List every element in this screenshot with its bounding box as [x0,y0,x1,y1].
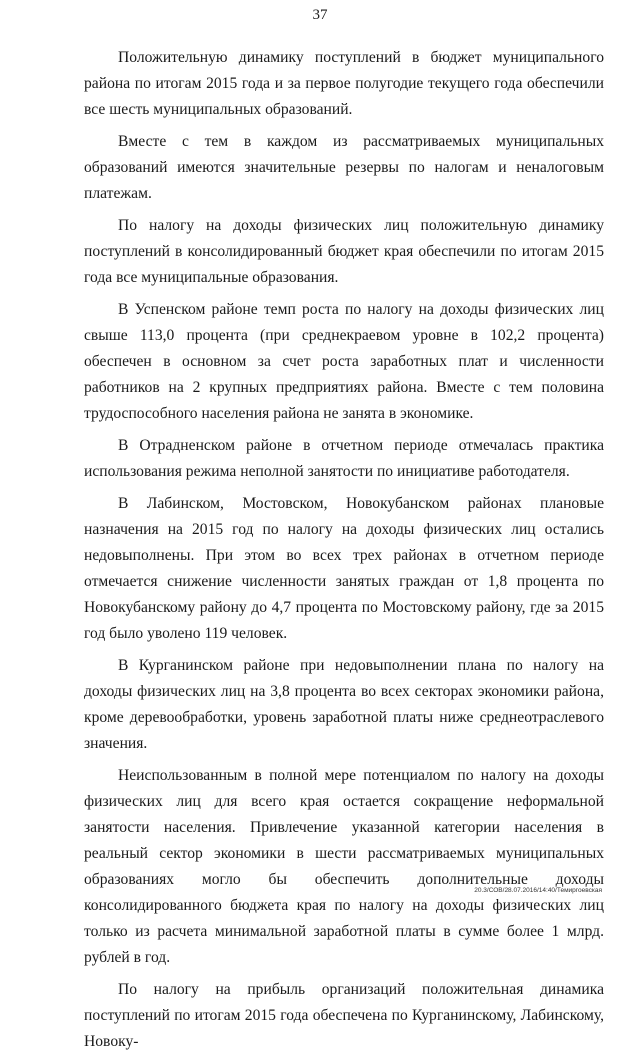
paragraph: Вместе с тем в каждом из рассматриваемых муниципальных образований имеются значительные резервы по налогам и неналоговым платежам. [84,133,604,202]
paragraph: В Лабинском, Мостовском, Новокубанском районах плановые назначения на 2015 год по налогу на доходы физических лиц остались недовыполнены. При этом во всех трех районах в отчетном периоде отмечается снижение численности занятых граждан от 1,8 процента по Новокубанскому району до 4,7 процента по Мостовскому району, где за 2015 год было уволено 119 человек. [84,495,604,642]
paragraph: В Курганинском районе при недовыполнении плана по налогу на доходы физических лиц на 3,8 процента во всех секторах экономики района, кроме деревообработки, уровень заработной платы ниже среднеотраслевого значения. [84,657,604,752]
paragraph: В Отрадненском районе в отчетном периоде отмечалась практика использования режима неполной занятости по инициативе работодателя. [84,437,604,480]
footer-registration-stamp: 20.3/СОВ/28.07.2016/14:40/Темиргоевская [474,887,602,894]
page-number: 37 [312,7,328,23]
paragraph: По налогу на доходы физических лиц положительную динамику поступлений в консолидированный бюджет края обеспечили по итогам 2015 года все муниципальные образования. [84,217,604,286]
paragraph: Положительную динамику поступлений в бюджет муниципального района по итогам 2015 года и за первое полугодие текущего года обеспечили все шесть муниципальных образований. [84,49,604,118]
paragraph: По налогу на прибыль организаций положительная динамика поступлений по итогам 2015 года обеспечена по Курганинскому, Лабинскому, Новоку- [84,981,604,1050]
document-body [84,45,604,1061]
paragraph: Неиспользованным в полной мере потенциалом по налогу на доходы физических лиц для всего края остается сокращение неформальной занятости населения. Привлечение указанной категории населения в реальный сектор экономики в шести рассматриваемых муниципальных образованиях могло бы обеспечить дополнительные доходы консолидированного бюджета края по налогу на доходы физических лиц только из расчета минимальной заработной платы в сумме более 1 млрд. рублей в год. [84,767,604,966]
paragraph: В Успенском районе темп роста по налогу на доходы физических лиц свыше 113,0 процента (при среднекраевом уровне в 102,2 процента) обеспечен в основном за счет роста заработных плат и численности работников на 2 крупных предприятиях района. Вместе с тем половина трудоспособного населения района не занята в экономике. [84,301,604,422]
